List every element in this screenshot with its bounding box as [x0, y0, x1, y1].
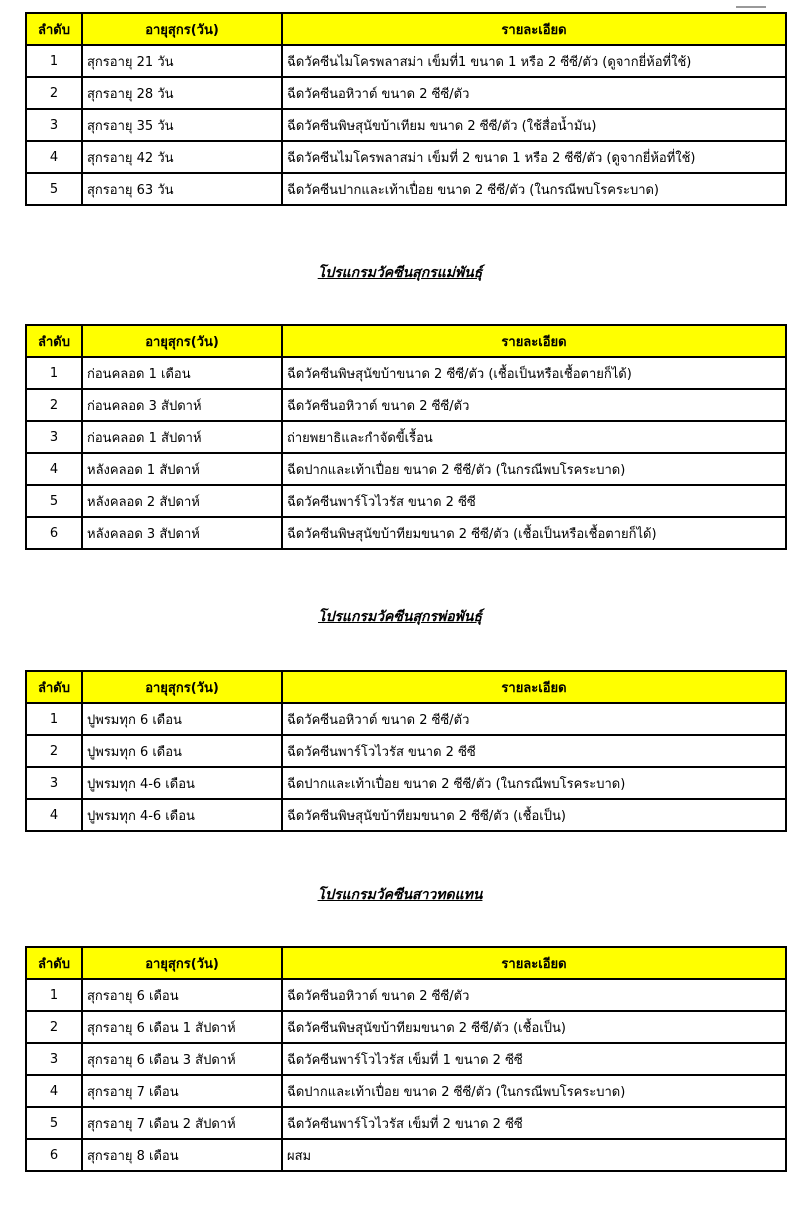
table-row: [26, 703, 786, 735]
corner-mark: [736, 0, 766, 8]
cell-age: ปูพรมทุก 6 เดือน: [82, 735, 282, 767]
cell-order: 5: [26, 485, 82, 517]
cell-detail: ฉีดวัคซีนพาร์โวไวรัส เข็มที่ 1 ขนาด 2 ซีซี: [282, 1043, 786, 1075]
cell-order: 4: [26, 1075, 82, 1107]
vaccine-table-piglets: [25, 12, 787, 206]
cell-detail: ฉีดวัคซีนอหิวาต์ ขนาด 2 ซีซี/ตัว: [282, 389, 786, 421]
cell-age: ปูพรมทุก 4-6 เดือน: [82, 799, 282, 831]
vaccine-table-sows: [25, 324, 787, 550]
cell-detail: ฉีดวัคซีนพิษสุนัขบ้าทียมขนาด 2 ซีซี/ตัว (เชื้อเป็น): [282, 799, 786, 831]
col-header-order: ลำดับ: [26, 325, 82, 357]
cell-detail: ฉีดวัคซีนพิษสุนัขบ้าเทียม ขนาด 2 ซีซี/ตัว (ใช้สื่อน้ำมัน): [282, 109, 786, 141]
cell-order: 1: [26, 979, 82, 1011]
cell-age: ปูพรมทุก 6 เดือน: [82, 703, 282, 735]
table-row: [26, 389, 786, 421]
cell-detail: ผสม: [282, 1139, 786, 1171]
col-header-order: ลำดับ: [26, 671, 82, 703]
table-header-row: [26, 947, 786, 979]
cell-order: 3: [26, 109, 82, 141]
cell-age: สุกรอายุ 63 วัน: [82, 173, 282, 205]
col-header-detail: รายละเอียด: [282, 13, 786, 45]
col-header-age: อายุสุกร(วัน): [82, 671, 282, 703]
cell-age: สุกรอายุ 7 เดือน: [82, 1075, 282, 1107]
vaccine-table-gilts: [25, 946, 787, 1172]
cell-order: 4: [26, 453, 82, 485]
cell-detail: ฉีดวัคซีนพิษสุนัขบ้าทียมขนาด 2 ซีซี/ตัว (เชื้อเป็น): [282, 1011, 786, 1043]
cell-detail: ฉีดวัคซีนปากและเท้าเปื่อย ขนาด 2 ซีซี/ตัว (ในกรณีพบโรคระบาด): [282, 173, 786, 205]
table-row: [26, 767, 786, 799]
cell-age: สุกรอายุ 42 วัน: [82, 141, 282, 173]
cell-detail: ฉีดวัคซีนพาร์โวไวรัส ขนาด 2 ซีซี: [282, 735, 786, 767]
cell-order: 2: [26, 77, 82, 109]
table-row: [26, 453, 786, 485]
cell-detail: ฉีดวัคซีนอหิวาต์ ขนาด 2 ซีซี/ตัว: [282, 77, 786, 109]
cell-detail: ฉีดวัคซีนพิษสุนัขบ้าขนาด 2 ซีซี/ตัว (เชื้อเป็นหรือเชื้อตายก็ได้): [282, 357, 786, 389]
cell-order: 2: [26, 1011, 82, 1043]
section-title-sows: โปรแกรมวัคซีนสุกรแม่พันธุ์: [317, 265, 483, 281]
cell-detail: ฉีดวัคซีนพาร์โวไวรัส เข็มที่ 2 ขนาด 2 ซีซี: [282, 1107, 786, 1139]
col-header-detail: รายละเอียด: [282, 325, 786, 357]
cell-detail: ถ่ายพยาธิและกำจัดขี้เรื้อน: [282, 421, 786, 453]
table-row: [26, 1043, 786, 1075]
table-row: [26, 45, 786, 77]
cell-age: สุกรอายุ 7 เดือน 2 สัปดาห์: [82, 1107, 282, 1139]
table-row: [26, 799, 786, 831]
col-header-order: ลำดับ: [26, 13, 82, 45]
table-row: [26, 517, 786, 549]
cell-order: 4: [26, 799, 82, 831]
cell-age: สุกรอายุ 8 เดือน: [82, 1139, 282, 1171]
col-header-detail: รายละเอียด: [282, 671, 786, 703]
cell-order: 5: [26, 1107, 82, 1139]
cell-order: 5: [26, 173, 82, 205]
table-row: [26, 735, 786, 767]
table-row: [26, 1139, 786, 1171]
table-row: [26, 1075, 786, 1107]
cell-age: ก่อนคลอด 3 สัปดาห์: [82, 389, 282, 421]
cell-detail: ฉีดปากและเท้าเปื่อย ขนาด 2 ซีซี/ตัว (ในกรณีพบโรคระบาด): [282, 767, 786, 799]
col-header-detail: รายละเอียด: [282, 947, 786, 979]
cell-age: หลังคลอด 2 สัปดาห์: [82, 485, 282, 517]
cell-detail: ฉีดปากและเท้าเปื่อย ขนาด 2 ซีซี/ตัว (ในกรณีพบโรคระบาด): [282, 1075, 786, 1107]
col-header-order: ลำดับ: [26, 947, 82, 979]
cell-age: สุกรอายุ 35 วัน: [82, 109, 282, 141]
cell-age: ปูพรมทุก 4-6 เดือน: [82, 767, 282, 799]
cell-detail: ฉีดวัคซีนพิษสุนัขบ้าทียมขนาด 2 ซีซี/ตัว (เชื้อเป็นหรือเชื้อตายก็ได้): [282, 517, 786, 549]
table-row: [26, 173, 786, 205]
cell-order: 1: [26, 703, 82, 735]
cell-order: 2: [26, 389, 82, 421]
table-row: [26, 77, 786, 109]
table-header-row: [26, 671, 786, 703]
cell-detail: ฉีดวัคซีนไมโครพลาสม่า เข็มที่ 2 ขนาด 1 หรือ 2 ซีซี/ตัว (ดูจากยี่ห้อที่ใช้): [282, 141, 786, 173]
cell-detail: ฉีดวัคซีนอหิวาต์ ขนาด 2 ซีซี/ตัว: [282, 979, 786, 1011]
cell-age: ก่อนคลอด 1 เดือน: [82, 357, 282, 389]
cell-order: 4: [26, 141, 82, 173]
cell-order: 2: [26, 735, 82, 767]
cell-order: 1: [26, 45, 82, 77]
table-header-row: [26, 13, 786, 45]
section-title-boars: โปรแกรมวัคซีนสุกรพ่อพันธุ์: [318, 609, 482, 625]
cell-order: 1: [26, 357, 82, 389]
cell-detail: ฉีดวัคซีนพาร์โวไวรัส ขนาด 2 ซีซี: [282, 485, 786, 517]
table-row: [26, 1107, 786, 1139]
cell-order: 6: [26, 517, 82, 549]
col-header-age: อายุสุกร(วัน): [82, 325, 282, 357]
cell-detail: ฉีดปากและเท้าเปื่อย ขนาด 2 ซีซี/ตัว (ในกรณีพบโรคระบาด): [282, 453, 786, 485]
table-row: [26, 421, 786, 453]
col-header-age: อายุสุกร(วัน): [82, 947, 282, 979]
cell-order: 3: [26, 421, 82, 453]
col-header-age: อายุสุกร(วัน): [82, 13, 282, 45]
cell-age: สุกรอายุ 6 เดือน: [82, 979, 282, 1011]
cell-age: สุกรอายุ 6 เดือน 1 สัปดาห์: [82, 1011, 282, 1043]
table-row: [26, 109, 786, 141]
table-row: [26, 979, 786, 1011]
cell-order: 3: [26, 1043, 82, 1075]
table-row: [26, 1011, 786, 1043]
cell-age: สุกรอายุ 28 วัน: [82, 77, 282, 109]
cell-detail: ฉีดวัคซีนอหิวาต์ ขนาด 2 ซีซี/ตัว: [282, 703, 786, 735]
table-row: [26, 485, 786, 517]
cell-age: ก่อนคลอด 1 สัปดาห์: [82, 421, 282, 453]
table-header-row: [26, 325, 786, 357]
vaccine-table-boars: [25, 670, 787, 832]
cell-order: 6: [26, 1139, 82, 1171]
cell-age: หลังคลอด 3 สัปดาห์: [82, 517, 282, 549]
cell-detail: ฉีดวัคซีนไมโครพลาสม่า เข็มที่1 ขนาด 1 หรือ 2 ซีซี/ตัว (ดูจากยี่ห้อที่ใช้): [282, 45, 786, 77]
table-row: [26, 141, 786, 173]
cell-age: หลังคลอด 1 สัปดาห์: [82, 453, 282, 485]
section-title-gilts: โปรแกรมวัคซีนสาวทดแทน: [317, 887, 483, 903]
cell-order: 3: [26, 767, 82, 799]
cell-age: สุกรอายุ 21 วัน: [82, 45, 282, 77]
table-row: [26, 357, 786, 389]
cell-age: สุกรอายุ 6 เดือน 3 สัปดาห์: [82, 1043, 282, 1075]
